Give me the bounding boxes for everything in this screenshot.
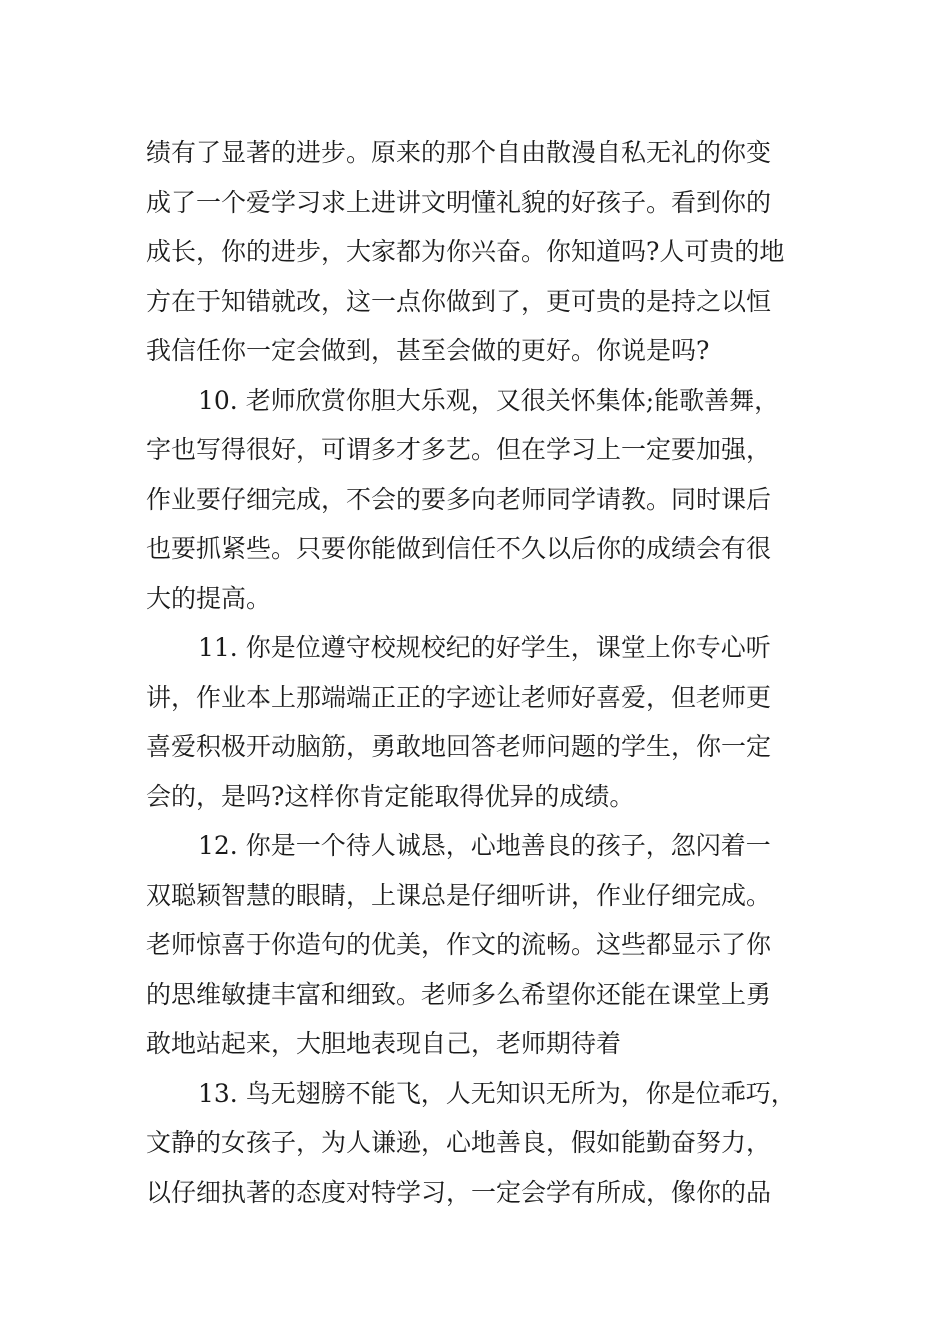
text-line: 作业要仔细完成，不会的要多向老师同学请教。同时课后 — [146, 484, 772, 514]
text-line: 也要抓紧些。只要你能做到信任不久以后你的成绩会有很 — [146, 534, 772, 563]
text-line: 绩有了显著的进步。原来的那个自由散漫自私无礼的你变 — [146, 138, 772, 167]
text-line: 成长，你的进步，大家都为你兴奋。你知道吗?人可贵的地 — [146, 237, 785, 266]
paragraph-start-13: 13. 鸟无翅膀不能飞，人无知识无所为，你是位乖巧， — [198, 1078, 796, 1108]
text-line: 方在于知错就改，这一点你做到了，更可贵的是持之以恒 — [146, 286, 772, 316]
text-line: 讲，作业本上那端端正正的字迹让老师好喜爱，但老师更 — [146, 682, 772, 712]
text-line: 会的，是吗?这样你肯定能取得优异的成绩。 — [146, 781, 635, 811]
text-line: 文静的女孩子，为人谦逊，心地善良，假如能勤奋努力， — [146, 1128, 772, 1157]
paragraph-start-12: 12. 你是一个待人诚恳，心地善良的孩子，忽闪着一 — [198, 831, 771, 860]
text-line: 以仔细执著的态度对特学习，一定会学有所成，像你的品 — [146, 1177, 772, 1207]
text-line: 双聪颖智慧的眼睛，上课总是仔细听讲，作业仔细完成。 — [146, 880, 772, 910]
text-line: 字也写得很好，可谓多才多艺。但在学习上一定要加强， — [146, 435, 772, 464]
text-line: 老师惊喜于你造句的优美，作文的流畅。这些都显示了你 — [146, 930, 772, 959]
text-line: 敢地站起来，大胆地表现自己，老师期待着 — [146, 1029, 622, 1058]
paragraph-start-10: 10. 老师欣赏你胆大乐观，又很关怀集体;能歌善舞， — [198, 385, 780, 415]
text-line: 成了一个爱学习求上进讲文明懂礼貌的好孩子。看到你的 — [146, 187, 772, 217]
text-line: 我信任你一定会做到，甚至会做的更好。你说是吗? — [146, 336, 710, 365]
text-line: 喜爱积极开动脑筋，勇敢地回答老师问题的学生，你一定 — [146, 732, 772, 761]
document-body — [146, 128, 826, 1217]
paragraph-start-11: 11. 你是位遵守校规校纪的好学生，课堂上你专心听 — [198, 633, 771, 662]
text-line: 的思维敏捷丰富和细致。老师多么希望你还能在课堂上勇 — [146, 979, 772, 1009]
text-line: 大的提高。 — [146, 583, 272, 613]
